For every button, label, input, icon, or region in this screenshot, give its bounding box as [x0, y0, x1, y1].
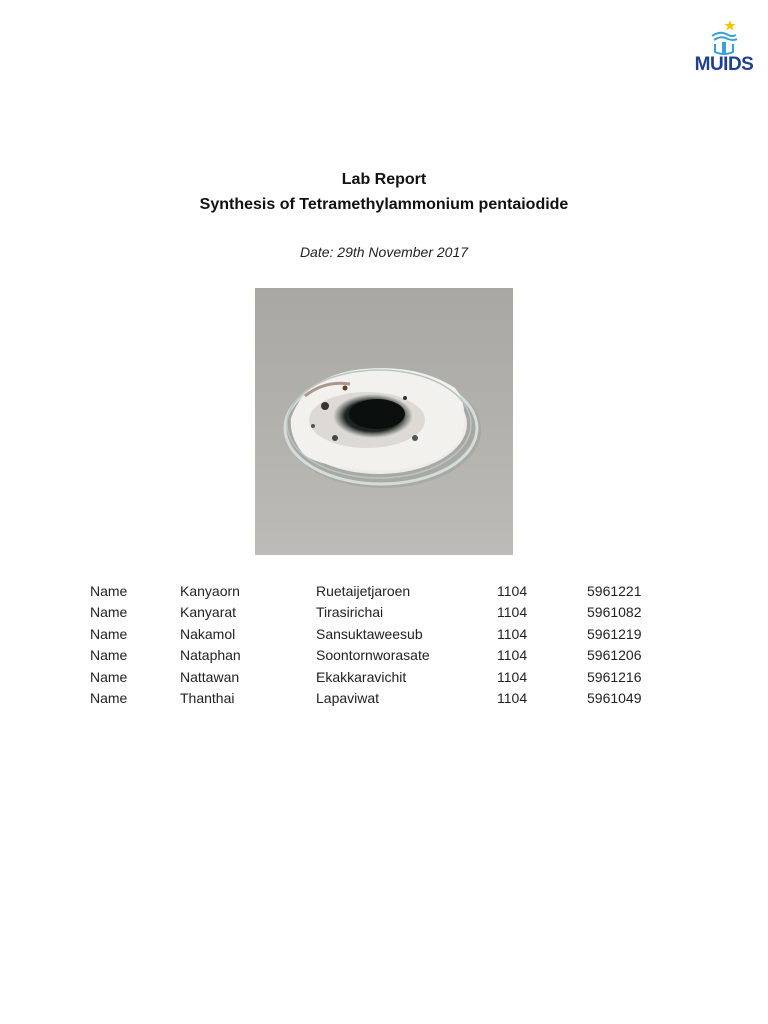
student-id: 5961219	[587, 625, 642, 642]
first-name: Nattawan	[180, 668, 240, 685]
name-label: Name	[90, 689, 128, 706]
student-id: 5961206	[587, 647, 642, 664]
last-name: Ruetaijetjaroen	[316, 583, 411, 599]
student-row	[90, 583, 690, 604]
last-name: Sansuktaweesub	[316, 625, 423, 642]
student-row	[90, 604, 690, 625]
class-number: 1104	[497, 689, 528, 706]
class-number: 1104	[497, 668, 528, 685]
first-name: Kanyarat	[180, 604, 237, 621]
last-name: Ekakkaravichit	[316, 668, 407, 685]
student-row	[90, 626, 690, 647]
last-name: Soontornworasate	[316, 647, 430, 664]
first-name: Thanthai	[180, 689, 235, 706]
student-id: 5961049	[587, 689, 642, 706]
name-label: Name	[90, 647, 128, 664]
logo-emblem-icon	[688, 14, 760, 58]
petri-dish-photo	[255, 288, 513, 555]
student-row	[90, 669, 690, 690]
student-roster	[90, 583, 690, 711]
report-subtitle: Synthesis of Tetramethylammonium pentaiodide	[199, 196, 569, 213]
student-id: 5961082	[587, 604, 642, 621]
name-label: Name	[90, 625, 128, 642]
report-title: Lab Report	[341, 171, 427, 188]
muids-logo	[688, 14, 760, 80]
report-date: Date: 29th November 2017	[299, 244, 469, 260]
class-number: 1104	[497, 647, 528, 664]
name-label: Name	[90, 668, 128, 685]
student-row	[90, 690, 690, 711]
name-label: Name	[90, 604, 128, 621]
first-name: Kanyaorn	[180, 583, 240, 599]
logo-text: MUIDS	[694, 54, 754, 75]
class-number: 1104	[497, 583, 528, 599]
class-number: 1104	[497, 625, 528, 642]
student-id: 5961221	[587, 583, 642, 599]
last-name: Tirasirichai	[316, 604, 384, 621]
student-id: 5961216	[587, 668, 642, 685]
last-name: Lapaviwat	[316, 689, 380, 706]
first-name: Nakamol	[180, 625, 236, 642]
name-label: Name	[90, 583, 128, 599]
student-row	[90, 647, 690, 668]
first-name: Nataphan	[180, 647, 241, 664]
class-number: 1104	[497, 604, 528, 621]
